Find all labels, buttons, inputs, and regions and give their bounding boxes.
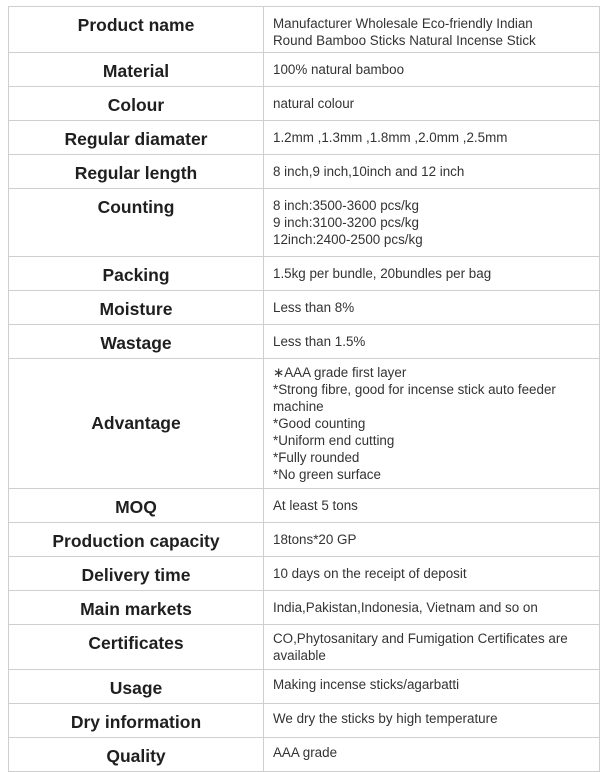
spec-value-line: Less than 1.5% [273, 334, 366, 349]
table-row [9, 257, 600, 291]
spec-value-line: India,Pakistan,Indonesia, Vietnam and so on [273, 600, 538, 615]
table-row [9, 189, 600, 257]
spec-label: Usage [9, 670, 264, 704]
spec-value-line: 8 inch,9 inch,10inch and 12 inch [273, 164, 465, 179]
spec-value-line: AAA grade [273, 745, 338, 760]
spec-value-line: *Good counting [273, 416, 366, 431]
spec-label: MOQ [9, 489, 264, 523]
spec-label: Regular length [9, 155, 264, 189]
spec-value-line: 9 inch:3100-3200 pcs/kg [273, 215, 419, 230]
spec-value-line: 1.2mm ,1.3mm ,1.8mm ,2.0mm ,2.5mm [273, 130, 508, 145]
table-row [9, 7, 600, 53]
spec-value-line: At least 5 tons [273, 498, 358, 513]
table-row [9, 704, 600, 738]
spec-label: Moisture [9, 291, 264, 325]
spec-value-line: 10 days on the receipt of deposit [273, 566, 467, 581]
spec-label: Counting [9, 189, 264, 257]
spec-value-line: 8 inch:3500-3600 pcs/kg [273, 198, 419, 213]
spec-value-line: Manufacturer Wholesale Eco-friendly Indian [273, 16, 533, 31]
spec-value [264, 625, 600, 670]
spec-value-line: CO,Phytosanitary and Fumigation Certificates are [273, 631, 568, 646]
spec-value [264, 257, 600, 291]
spec-value-line: ∗AAA grade first layer [273, 365, 407, 380]
spec-label: Material [9, 53, 264, 87]
spec-label: Regular diamater [9, 121, 264, 155]
table-row [9, 155, 600, 189]
spec-value [264, 53, 600, 87]
table-row [9, 121, 600, 155]
table-row [9, 738, 600, 772]
spec-value [264, 7, 600, 53]
spec-label: Certificates [9, 625, 264, 670]
spec-value [264, 738, 600, 772]
spec-value [264, 591, 600, 625]
spec-value [264, 704, 600, 738]
spec-value-line: Making incense sticks/agarbatti [273, 677, 460, 692]
spec-value-line: Less than 8% [273, 300, 355, 315]
spec-value-line: We dry the sticks by high temperature [273, 711, 498, 726]
table-row [9, 87, 600, 121]
table-row [9, 325, 600, 359]
spec-value [264, 87, 600, 121]
spec-value [264, 670, 600, 704]
spec-label: Advantage [9, 359, 264, 489]
spec-value [264, 523, 600, 557]
spec-value [264, 189, 600, 257]
spec-value-line: 100% natural bamboo [273, 62, 405, 77]
spec-value-line: natural colour [273, 96, 355, 111]
spec-label: Wastage [9, 325, 264, 359]
spec-value-line: machine [273, 399, 324, 414]
table-row [9, 625, 600, 670]
table-row [9, 523, 600, 557]
spec-value-line: available [273, 648, 326, 663]
spec-value-line: *Strong fibre, good for incense stick auto feeder [273, 382, 556, 397]
spec-value-line: *No green surface [273, 467, 381, 482]
table-row [9, 591, 600, 625]
table-row [9, 557, 600, 591]
spec-value [264, 325, 600, 359]
spec-label: Colour [9, 87, 264, 121]
spec-value [264, 155, 600, 189]
spec-value [264, 121, 600, 155]
product-spec-table [8, 6, 600, 772]
spec-value [264, 359, 600, 489]
spec-value-line: 18tons*20 GP [273, 532, 357, 547]
spec-label: Main markets [9, 591, 264, 625]
table-row [9, 291, 600, 325]
table-row [9, 53, 600, 87]
spec-label: Packing [9, 257, 264, 291]
spec-value-line: Round Bamboo Sticks Natural Incense Stick [273, 33, 536, 48]
spec-value-line: 12inch:2400-2500 pcs/kg [273, 232, 423, 247]
spec-value-line: *Fully rounded [273, 450, 360, 465]
table-row [9, 670, 600, 704]
table-row [9, 359, 600, 489]
spec-value [264, 489, 600, 523]
spec-value-line: *Uniform end cutting [273, 433, 395, 448]
spec-value [264, 291, 600, 325]
spec-label: Delivery time [9, 557, 264, 591]
spec-value-line: 1.5kg per bundle, 20bundles per bag [273, 266, 492, 281]
spec-label: Quality [9, 738, 264, 772]
spec-label: Dry information [9, 704, 264, 738]
spec-value [264, 557, 600, 591]
spec-label: Product name [9, 7, 264, 53]
spec-label: Production capacity [9, 523, 264, 557]
table-row [9, 489, 600, 523]
